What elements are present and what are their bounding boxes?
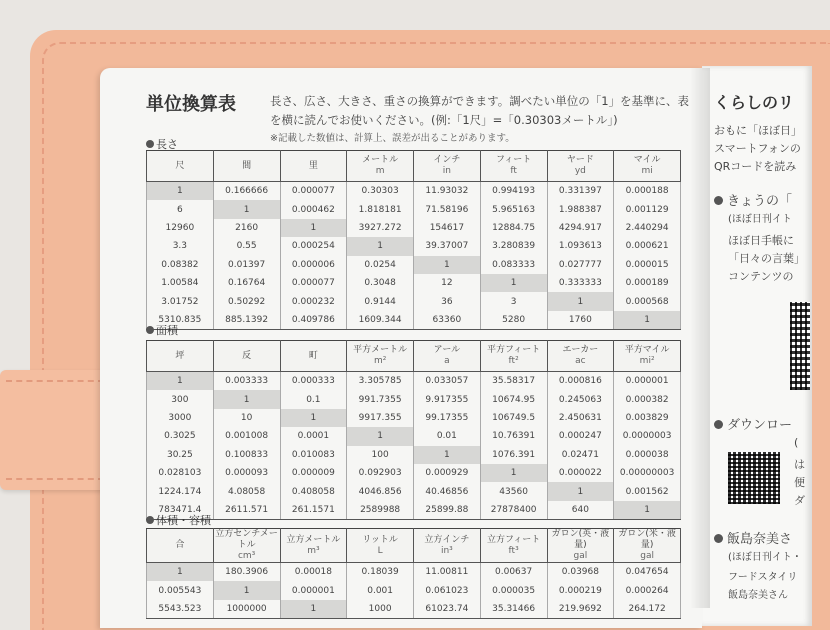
- table-cell: 0.000015: [614, 256, 681, 274]
- table-row: [147, 372, 681, 391]
- table-cell: 0.092903: [347, 464, 414, 482]
- table-cell: 0.0254: [347, 256, 414, 274]
- right-item-line: コンテンツの: [728, 270, 794, 283]
- table-cell: 9917.355: [347, 409, 414, 427]
- table-row: [147, 219, 681, 237]
- section-heading-length: 長さ: [146, 136, 178, 152]
- table-cell: 0.000009: [280, 464, 347, 482]
- table-cell: 0.000929: [414, 464, 481, 482]
- table-row: [147, 292, 681, 310]
- table-cell: 3.280839: [480, 237, 547, 255]
- right-item-title: きょうの「: [714, 190, 792, 209]
- table-row: [147, 200, 681, 218]
- right-item-sub: (ほぼ日刊イト・: [728, 552, 802, 563]
- column-header: 平方マイル mi²: [614, 341, 681, 372]
- table-cell: 12960: [147, 219, 214, 237]
- table-cell: 30.25: [147, 446, 214, 464]
- table-row: [147, 446, 681, 464]
- table-cell: 12884.75: [480, 219, 547, 237]
- table-cell: 0.08382: [147, 256, 214, 274]
- table-cell: 0.000077: [280, 274, 347, 292]
- table-row: [147, 600, 681, 619]
- table-cell: 11.00811: [414, 563, 481, 582]
- table-cell: 3.305785: [347, 372, 414, 391]
- table-cell: 0.000816: [547, 372, 614, 391]
- column-header: 平方フィート ft²: [480, 341, 547, 372]
- table-cell: 0.000254: [280, 237, 347, 255]
- table-cell: 0.000333: [280, 372, 347, 391]
- table-cell: 5.965163: [480, 200, 547, 218]
- table-cell: 1: [147, 372, 214, 391]
- table-cell: 1224.174: [147, 482, 214, 500]
- right-intro-line: スマートフォンの: [714, 142, 801, 155]
- column-header: 尺: [147, 151, 214, 182]
- table-cell: 0.033057: [414, 372, 481, 391]
- table-cell: 0.001562: [614, 482, 681, 500]
- table-row: [147, 274, 681, 292]
- table-cell: 1: [213, 200, 280, 218]
- section-heading-area: 面積: [146, 322, 178, 338]
- table-row: [147, 390, 681, 408]
- column-header: リットル L: [347, 529, 414, 563]
- page-gutter: [690, 68, 710, 608]
- column-header: ガロン(米・液量) gal: [614, 529, 681, 563]
- table-row: [147, 501, 681, 520]
- table-cell: 0.02471: [547, 446, 614, 464]
- column-header: 立方メートル m³: [280, 529, 347, 563]
- table-cell: 1.988387: [547, 200, 614, 218]
- table-cell: 0.55: [213, 237, 280, 255]
- table-cell: 0.245063: [547, 390, 614, 408]
- right-intro-line: おもに「ほぼ日」: [714, 124, 802, 137]
- table-row: [147, 237, 681, 255]
- right-item-line: 便: [794, 476, 805, 489]
- table-cell: 10: [213, 409, 280, 427]
- table-cell: 1: [547, 292, 614, 310]
- table-cell: 39.37007: [414, 237, 481, 255]
- table-cell: 0.003333: [213, 372, 280, 391]
- right-item-line: ほぼ日手帳に: [728, 234, 794, 247]
- column-header: 坪: [147, 341, 214, 372]
- right-item-line: 「日々の言葉」: [728, 252, 805, 265]
- table-cell: 0.028103: [147, 464, 214, 482]
- table-cell: 1609.344: [347, 311, 414, 330]
- table-cell: 5310.835: [147, 311, 214, 330]
- qr-code-icon: [728, 452, 780, 504]
- right-item-line: 飯島奈美さん: [728, 590, 788, 601]
- table-cell: 0.18039: [347, 563, 414, 582]
- table-cell: 0.9144: [347, 292, 414, 310]
- table-cell: 1: [280, 600, 347, 619]
- table-cell: 1: [480, 274, 547, 292]
- table-cell: 0.000219: [547, 581, 614, 599]
- length-table: [146, 150, 681, 330]
- table-cell: 36: [414, 292, 481, 310]
- table-cell: 0.994193: [480, 182, 547, 201]
- table-cell: 219.9692: [547, 600, 614, 619]
- table-cell: 5280: [480, 311, 547, 330]
- right-heading: くらしのリ: [714, 93, 795, 112]
- table-row: [147, 482, 681, 500]
- table-cell: 0.000264: [614, 581, 681, 599]
- table-cell: 1.00584: [147, 274, 214, 292]
- table-cell: 1: [147, 182, 214, 201]
- table-cell: 0.000001: [280, 581, 347, 599]
- area-table: [146, 340, 681, 520]
- table-cell: 1: [347, 237, 414, 255]
- table-cell: 9.917355: [414, 390, 481, 408]
- table-cell: 264.172: [614, 600, 681, 619]
- table-row: [147, 182, 681, 201]
- right-item-sub: (ほぼ日刊イト: [728, 214, 792, 225]
- column-header: 立方インチ in³: [414, 529, 481, 563]
- table-cell: 1: [280, 219, 347, 237]
- table-cell: 11.93032: [414, 182, 481, 201]
- table-cell: 885.1392: [213, 311, 280, 330]
- column-header: 反: [213, 341, 280, 372]
- table-cell: 0.00018: [280, 563, 347, 582]
- table-cell: 0.1: [280, 390, 347, 408]
- column-header: インチ in: [414, 151, 481, 182]
- table-cell: 0.01: [414, 427, 481, 445]
- table-cell: 0.00000003: [614, 464, 681, 482]
- column-header: エーカー ac: [547, 341, 614, 372]
- table-cell: 1: [280, 409, 347, 427]
- table-cell: 0.331397: [547, 182, 614, 201]
- table-row: [147, 464, 681, 482]
- right-item-title: 飯島奈美さ: [714, 528, 792, 547]
- table-cell: 1: [213, 390, 280, 408]
- table-cell: 1: [213, 581, 280, 599]
- table-cell: 4.08058: [213, 482, 280, 500]
- table-cell: 0.000568: [614, 292, 681, 310]
- table-row: [147, 409, 681, 427]
- table-cell: 0.010083: [280, 446, 347, 464]
- table-cell: 3.01752: [147, 292, 214, 310]
- table-cell: 0.001: [347, 581, 414, 599]
- table-cell: 0.01397: [213, 256, 280, 274]
- table-row: [147, 311, 681, 330]
- right-item-line: は: [794, 458, 805, 471]
- table-cell: 106749.5: [480, 409, 547, 427]
- column-header: メートル m: [347, 151, 414, 182]
- column-header: 間: [213, 151, 280, 182]
- table-cell: 1: [614, 501, 681, 520]
- table-cell: 27878400: [480, 501, 547, 520]
- table-row: [147, 581, 681, 599]
- column-header: 立方フィート ft³: [480, 529, 547, 563]
- table-cell: 1: [480, 464, 547, 482]
- table-cell: 99.17355: [414, 409, 481, 427]
- table-row: [147, 256, 681, 274]
- table-cell: 0.333333: [547, 274, 614, 292]
- table-cell: 0.000188: [614, 182, 681, 201]
- column-header: 平方メートル m²: [347, 341, 414, 372]
- intro-text: 長さ、広さ、大きさ、重さの換算ができます。調べたい単位の「1」を基準に、表を横に読んでお使いください。(例:「1尺」=「0.30303メートル」): [270, 94, 690, 127]
- table-cell: 35.31466: [480, 600, 547, 619]
- column-header: 町: [280, 341, 347, 372]
- table-cell: 0.100833: [213, 446, 280, 464]
- table-cell: 0.0001: [280, 427, 347, 445]
- table-cell: 1: [614, 311, 681, 330]
- table-cell: 640: [547, 501, 614, 520]
- table-cell: 0.000247: [547, 427, 614, 445]
- table-cell: 0.000621: [614, 237, 681, 255]
- table-cell: 10674.95: [480, 390, 547, 408]
- table-cell: 100: [347, 446, 414, 464]
- table-cell: 2589988: [347, 501, 414, 520]
- table-cell: 0.005543: [147, 581, 214, 599]
- table-cell: 3000: [147, 409, 214, 427]
- table-cell: 3927.272: [347, 219, 414, 237]
- table-cell: 154617: [414, 219, 481, 237]
- table-cell: 0.409786: [280, 311, 347, 330]
- table-cell: 0.30303: [347, 182, 414, 201]
- table-cell: 4046.856: [347, 482, 414, 500]
- table-cell: 0.000189: [614, 274, 681, 292]
- right-item-line: フードスタイリ: [728, 572, 798, 583]
- table-cell: 1000: [347, 600, 414, 619]
- table-cell: 0.001008: [213, 427, 280, 445]
- table-cell: 0.50292: [213, 292, 280, 310]
- closure-band: [0, 370, 110, 490]
- page-title: 単位換算表: [146, 94, 236, 115]
- table-cell: 0.083333: [480, 256, 547, 274]
- table-cell: 0.047654: [614, 563, 681, 582]
- table-cell: 0.000022: [547, 464, 614, 482]
- table-cell: 0.003829: [614, 409, 681, 427]
- table-cell: 0.000001: [614, 372, 681, 391]
- table-cell: 0.000462: [280, 200, 347, 218]
- table-cell: 2.440294: [614, 219, 681, 237]
- table-cell: 0.000382: [614, 390, 681, 408]
- right-intro-line: QRコードを読み: [714, 160, 797, 173]
- table-cell: 61023.74: [414, 600, 481, 619]
- table-cell: 0.000077: [280, 182, 347, 201]
- table-cell: 0.000006: [280, 256, 347, 274]
- table-cell: 4294.917: [547, 219, 614, 237]
- table-cell: 0.0000003: [614, 427, 681, 445]
- table-cell: 1.818181: [347, 200, 414, 218]
- table-cell: 0.3048: [347, 274, 414, 292]
- table-cell: 35.58317: [480, 372, 547, 391]
- table-cell: 1: [147, 563, 214, 582]
- table-cell: 1: [414, 446, 481, 464]
- column-header: 合: [147, 529, 214, 563]
- volume-table: [146, 528, 681, 619]
- qr-code-icon: [790, 302, 810, 390]
- table-cell: 1076.391: [480, 446, 547, 464]
- table-cell: 3.3: [147, 237, 214, 255]
- table-cell: 991.7355: [347, 390, 414, 408]
- table-cell: 0.001129: [614, 200, 681, 218]
- table-cell: 1: [414, 256, 481, 274]
- table-cell: 0.061023: [414, 581, 481, 599]
- table-cell: 1: [347, 427, 414, 445]
- table-cell: 2.450631: [547, 409, 614, 427]
- table-cell: 0.000038: [614, 446, 681, 464]
- table-cell: 0.000035: [480, 581, 547, 599]
- table-cell: 3: [480, 292, 547, 310]
- table-cell: 6: [147, 200, 214, 218]
- table-cell: 0.166666: [213, 182, 280, 201]
- right-item-line: (: [794, 436, 799, 449]
- table-cell: 0.027777: [547, 256, 614, 274]
- table-cell: 783471.4: [147, 501, 214, 520]
- right-item-line: ダ: [794, 494, 805, 507]
- table-cell: 2611.571: [213, 501, 280, 520]
- table-cell: 5543.523: [147, 600, 214, 619]
- table-cell: 0.000232: [280, 292, 347, 310]
- column-header: 里: [280, 151, 347, 182]
- table-cell: 1: [547, 482, 614, 500]
- table-cell: 0.3025: [147, 427, 214, 445]
- table-cell: 0.16764: [213, 274, 280, 292]
- column-header: ガロン(英・液量) gal: [547, 529, 614, 563]
- table-cell: 40.46856: [414, 482, 481, 500]
- column-header: アール a: [414, 341, 481, 372]
- table-cell: 0.00637: [480, 563, 547, 582]
- table-cell: 63360: [414, 311, 481, 330]
- note-text: ※記載した数値は、計算上、誤差が出ることがあります。: [270, 133, 515, 144]
- table-cell: 10.76391: [480, 427, 547, 445]
- table-row: [147, 427, 681, 445]
- table-cell: 1.093613: [547, 237, 614, 255]
- table-cell: 1760: [547, 311, 614, 330]
- table-cell: 0.03968: [547, 563, 614, 582]
- table-cell: 12: [414, 274, 481, 292]
- table-cell: 43560: [480, 482, 547, 500]
- right-item-title: ダウンロー: [714, 414, 792, 433]
- section-heading-volume: 体積・容積: [146, 512, 211, 528]
- table-cell: 180.3906: [213, 563, 280, 582]
- table-cell: 71.58196: [414, 200, 481, 218]
- column-header: 立方センチメートル cm³: [213, 529, 280, 563]
- column-header: マイル mi: [614, 151, 681, 182]
- column-header: ヤード yd: [547, 151, 614, 182]
- column-header: フィート ft: [480, 151, 547, 182]
- table-row: [147, 563, 681, 582]
- table-cell: 25899.88: [414, 501, 481, 520]
- table-cell: 1000000: [213, 600, 280, 619]
- table-cell: 0.000093: [213, 464, 280, 482]
- table-cell: 0.408058: [280, 482, 347, 500]
- table-cell: 300: [147, 390, 214, 408]
- table-cell: 261.1571: [280, 501, 347, 520]
- table-cell: 2160: [213, 219, 280, 237]
